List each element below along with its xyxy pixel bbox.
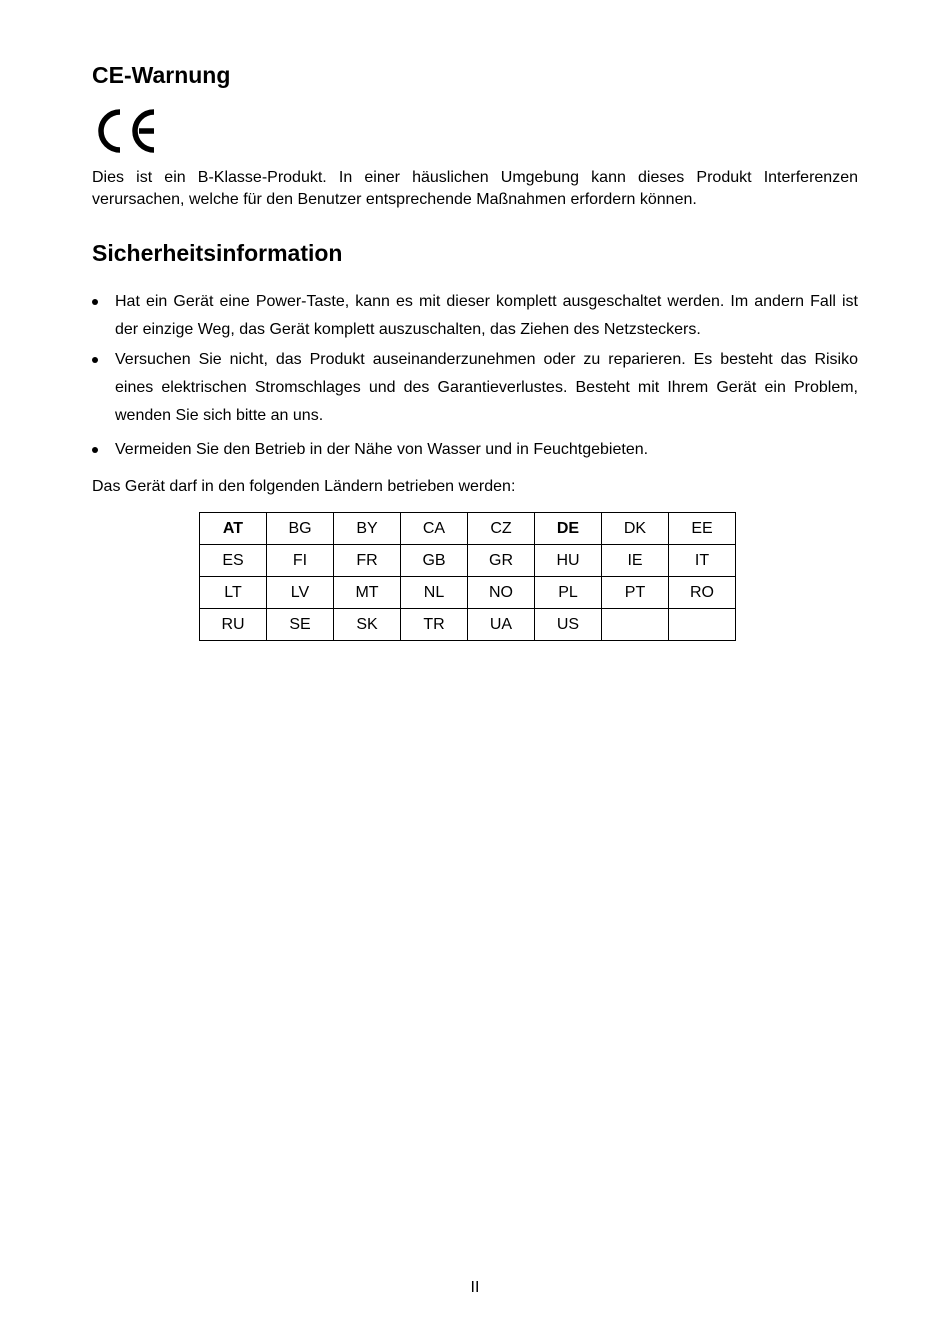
country-code-cell — [602, 609, 669, 641]
country-code-cell: CZ — [468, 513, 535, 545]
country-code-cell: PT — [602, 577, 669, 609]
country-code-cell: MT — [334, 577, 401, 609]
safety-bullet-text: Hat ein Gerät eine Power-Taste, kann es mit dieser komplett ausgeschaltet werden. Im andern Fall ist der einzige Weg, das Gerät komplett auszuschalten, das Ziehen des Netzsteckers. — [115, 293, 858, 338]
country-code-cell: TR — [401, 609, 468, 641]
safety-bullet-item — [92, 346, 858, 430]
safety-bullet-text: Versuchen Sie nicht, das Produkt auseinanderzunehmen oder zu reparieren. Es besteht das Risiko eines elektrischen Stromschlages und des Garantieverlustes. Besteht mit Ihrem Gerät ein Problem, wenden Sie sich bitte an uns. — [115, 351, 858, 424]
country-code-cell: CA — [401, 513, 468, 545]
safety-bullet-item — [92, 436, 858, 464]
country-code-cell: ES — [200, 545, 267, 577]
country-code-cell: RU — [200, 609, 267, 641]
country-code-cell: US — [535, 609, 602, 641]
country-code-cell: IT — [669, 545, 736, 577]
country-code-cell: FR — [334, 545, 401, 577]
country-code-cell: LV — [267, 577, 334, 609]
bullet-icon — [92, 447, 98, 453]
safety-bullet-list — [92, 288, 858, 464]
country-code-cell: DK — [602, 513, 669, 545]
country-code-cell: UA — [468, 609, 535, 641]
country-code-cell: GB — [401, 545, 468, 577]
countries-table-row — [200, 577, 736, 609]
page-number: II — [470, 1279, 480, 1296]
country-code-cell: SK — [334, 609, 401, 641]
country-code-cell: PL — [535, 577, 602, 609]
country-code-cell: DE — [535, 513, 602, 545]
country-code-cell: NL — [401, 577, 468, 609]
country-code-cell: BY — [334, 513, 401, 545]
ce-warning-text: Dies ist ein B-Klasse-Produkt. In einer häuslichen Umgebung kann dieses Produkt Interferenzen verursachen, welche für den Benutzer entsprechende Maßnahmen erfordern können. — [92, 169, 858, 208]
country-code-cell — [669, 609, 736, 641]
ce-mark-icon — [92, 106, 156, 156]
country-code-cell: NO — [468, 577, 535, 609]
country-code-cell: HU — [535, 545, 602, 577]
country-code-cell: RO — [669, 577, 736, 609]
bullet-icon — [92, 357, 98, 363]
countries-table — [199, 512, 736, 641]
countries-table-row — [200, 545, 736, 577]
country-code-cell: GR — [468, 545, 535, 577]
countries-intro-text: Das Gerät darf in den folgenden Ländern betrieben werden: — [92, 478, 516, 495]
country-code-cell: AT — [200, 513, 267, 545]
country-code-cell: LT — [200, 577, 267, 609]
ce-warning-title: CE-Warnung — [92, 62, 231, 88]
country-code-cell: EE — [669, 513, 736, 545]
country-code-cell: BG — [267, 513, 334, 545]
bullet-icon — [92, 299, 98, 305]
country-code-cell: IE — [602, 545, 669, 577]
country-code-cell: FI — [267, 545, 334, 577]
countries-table-row — [200, 609, 736, 641]
safety-information-title: Sicherheitsinformation — [92, 240, 343, 266]
country-code-cell: SE — [267, 609, 334, 641]
safety-bullet-item — [92, 288, 858, 344]
safety-bullet-text: Vermeiden Sie den Betrieb in der Nähe von Wasser und in Feuchtgebieten. — [115, 441, 649, 458]
countries-table-row — [200, 513, 736, 545]
